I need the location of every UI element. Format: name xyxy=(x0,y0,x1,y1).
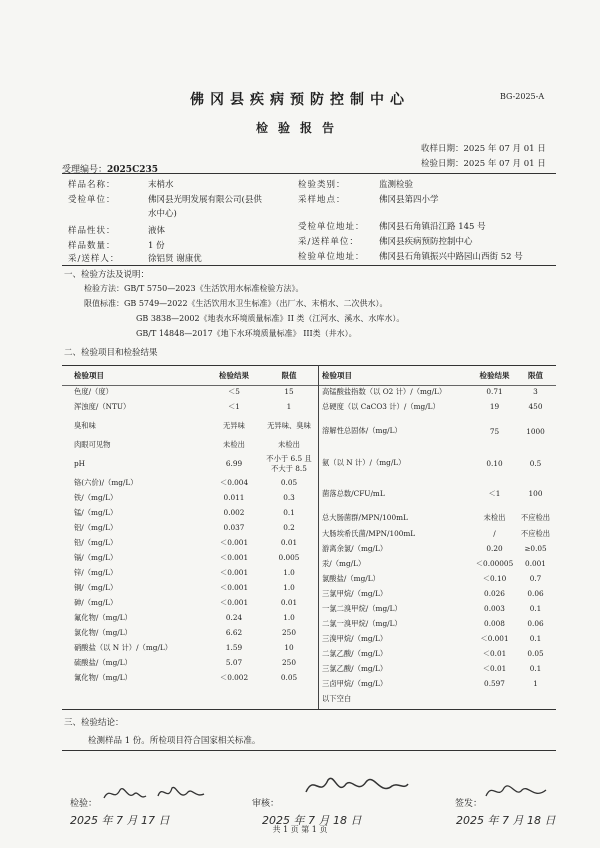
approve-label: 签发： xyxy=(455,799,483,809)
limit-standard-row xyxy=(84,298,388,309)
col-item-header-right: 检验项目 xyxy=(322,370,352,380)
cell-result: ＜0.001 xyxy=(219,567,249,577)
table-row xyxy=(322,541,554,556)
test-type: 监测检验 xyxy=(379,180,414,190)
col-limit-header-right: 限值 xyxy=(528,370,543,380)
table-row xyxy=(322,691,554,706)
table-row xyxy=(74,520,314,535)
cell-item: 铬(六价)/（mg/L） xyxy=(74,477,138,487)
conclusion-text: 检测样品 1 份。所检项目符合国家相关标准。 xyxy=(88,736,261,746)
cell-item: 总大肠菌群/MPN/100mL xyxy=(322,512,408,522)
col-item-header: 检验项目 xyxy=(74,370,104,380)
table-row xyxy=(74,625,314,640)
cell-item: 三氯甲烷/（mg/L） xyxy=(322,588,388,598)
cell-result: ＜0.01 xyxy=(482,663,507,673)
cell-item: 高锰酸盐指数（以 O2 计）/（mg/L） xyxy=(322,386,447,396)
cell-result: 0.003 xyxy=(484,604,505,613)
cell-limit: 0.005 xyxy=(278,553,300,562)
inspect-label: 检验： xyxy=(70,799,98,809)
cell-limit: 0.1 xyxy=(529,604,542,613)
cell-limit: 0.01 xyxy=(280,538,298,547)
cell-limit: 0.06 xyxy=(527,589,544,598)
table-row xyxy=(74,384,314,399)
cell-limit: 0.2 xyxy=(283,523,295,532)
table-row xyxy=(74,640,314,655)
header-rule xyxy=(62,173,556,174)
table-bottom-rule xyxy=(62,709,556,710)
table-row xyxy=(322,646,554,661)
cell-limit: 10 xyxy=(284,643,294,652)
cell-limit: 1 xyxy=(286,402,292,411)
table-row xyxy=(74,452,314,475)
cell-item: 色度/（度） xyxy=(74,386,113,396)
cell-result: ＜5 xyxy=(228,386,240,396)
sample-prop-label: 样品性状： xyxy=(68,226,116,236)
client-addr-label: 受检单位地址： xyxy=(298,222,365,232)
cell-item: 浑浊度/（NTU） xyxy=(74,401,131,411)
table-row xyxy=(322,526,554,541)
cell-limit: 1.0 xyxy=(283,613,295,622)
cell-result: 0.002 xyxy=(223,508,245,517)
table-row xyxy=(322,399,554,414)
sampling-site-label: 采样地点： xyxy=(298,195,346,205)
table-row xyxy=(74,414,314,437)
table-row xyxy=(322,601,554,616)
cell-item: 三卤甲烷/（mg/L） xyxy=(322,678,388,688)
client: 佛冈县光明发展有限公司(县供 xyxy=(148,195,262,205)
cell-result: 1.59 xyxy=(225,643,243,652)
cell-result: ＜0.001 xyxy=(219,582,249,592)
cell-limit: 3 xyxy=(533,387,538,396)
cell-item: 游离余氯/（mg/L） xyxy=(322,543,388,553)
table-row xyxy=(322,478,554,509)
table-row xyxy=(74,655,314,670)
sample-prop: 液体 xyxy=(148,226,166,236)
limit-standard-1: GB 5749—2022《生活饮用水卫生标准》（出厂水、末梢水、二次供水）。 xyxy=(124,299,388,308)
cell-item: 氯酸盐/（mg/L） xyxy=(322,573,380,583)
table-row xyxy=(322,661,554,676)
cell-result: ＜0.01 xyxy=(482,648,507,658)
cell-item: 砷/（mg/L） xyxy=(74,597,118,607)
table-row xyxy=(74,610,314,625)
table-row xyxy=(74,565,314,580)
cell-result: ＜0.002 xyxy=(219,672,249,682)
cell-limit: 0.05 xyxy=(280,478,298,487)
table-row xyxy=(322,616,554,631)
method-basis-label: 检验方法： xyxy=(84,284,124,293)
cell-result: 0.037 xyxy=(223,523,245,532)
cell-result: ＜0.001 xyxy=(480,633,509,643)
cell-item: 二氯一溴甲烷/（mg/L） xyxy=(322,618,402,628)
cell-result: 0.026 xyxy=(484,589,505,598)
cell-result: 75 xyxy=(489,426,500,436)
cell-limit: 不应检出 xyxy=(520,528,551,538)
cell-result: ＜0.001 xyxy=(219,537,249,547)
report-title: 检验报告 xyxy=(255,121,344,135)
cell-item: 三氯乙酸/（mg/L） xyxy=(322,663,388,673)
cell-result: 0.10 xyxy=(486,458,503,468)
org-title: 佛冈县疾病预防控制中心 xyxy=(190,92,410,108)
cell-item: 铝/（mg/L） xyxy=(74,522,118,532)
approve-date: 2025 年 7 月 18 日 xyxy=(456,814,556,827)
accept-number: 2025C235 xyxy=(107,165,159,175)
cell-item: 锰/（mg/L） xyxy=(74,507,118,517)
cell-limit: 0.1 xyxy=(529,634,542,643)
cell-limit: 250 xyxy=(282,658,296,667)
cell-result: 0.71 xyxy=(486,387,503,396)
conclusion-rule xyxy=(62,750,556,751)
cell-item: 二氯乙酸/（mg/L） xyxy=(322,648,388,658)
table-row xyxy=(322,676,554,691)
limit-standard-2: GB 3838—2002《地表水环境质量标准》II 类（江河水、溪水、水库水）。 xyxy=(136,314,405,323)
cell-result: ＜0.001 xyxy=(219,552,249,562)
cell-limit: 100 xyxy=(528,489,543,498)
cell-item: 氨（以 N 计）/（mg/L） xyxy=(322,458,406,467)
table-row xyxy=(322,414,554,448)
cell-limit: 250 xyxy=(282,628,296,637)
table-row xyxy=(74,535,314,550)
table-row xyxy=(322,509,554,526)
sampler-addr-label: 检验单位地址： xyxy=(298,252,365,262)
sample-qty-label: 样品数量： xyxy=(68,241,116,251)
cell-item: 大肠埃希氏菌/MPN/100mL xyxy=(322,528,416,538)
table-row xyxy=(322,631,554,646)
cell-limit: 0.05 xyxy=(527,649,544,658)
cell-limit: 0.05 xyxy=(280,673,298,682)
cell-result: 6.99 xyxy=(225,459,243,468)
sample-name-label: 样品名称： xyxy=(68,180,116,190)
accept-number-label: 受理编号： xyxy=(62,165,108,175)
cell-result: 无异味 xyxy=(223,420,245,430)
cell-limit: 无异味、臭味 xyxy=(267,420,311,430)
cell-limit: 不小于 6.5 且不大于 8.5 xyxy=(266,453,312,473)
method-basis-row xyxy=(84,283,304,294)
test-type-label: 检验类别： xyxy=(298,180,346,190)
table-divider xyxy=(318,365,319,709)
results-section-title: 二、检验项目和检验结果 xyxy=(64,348,158,358)
table-row xyxy=(74,550,314,565)
cell-item: 铜/（mg/L） xyxy=(74,582,118,592)
cell-item: 臭和味 xyxy=(74,420,96,430)
cell-limit: 15 xyxy=(284,387,294,396)
cell-item: 铁/（mg/L） xyxy=(74,492,118,502)
cell-limit: 0.001 xyxy=(525,559,546,568)
cell-result: 未检出 xyxy=(223,439,245,449)
cell-limit: 0.1 xyxy=(283,508,295,517)
limit-standard-label: 限值标准： xyxy=(84,299,124,308)
cell-result: ＜0.10 xyxy=(482,573,507,583)
cell-limit: 未检出 xyxy=(278,439,300,449)
sampler-unit-label: 采/送样单位： xyxy=(298,237,359,247)
cell-result xyxy=(472,691,517,706)
cell-result: ＜1 xyxy=(488,488,501,498)
cell-limit: 1 xyxy=(533,679,538,688)
table-row xyxy=(74,399,314,414)
cell-item: 肉眼可见物 xyxy=(74,439,111,449)
cell-item: 锌/（mg/L） xyxy=(74,567,118,577)
cell-limit: 0.06 xyxy=(527,619,544,628)
conclusion-section-title: 三、检验结论： xyxy=(64,718,124,728)
table-row xyxy=(74,437,314,452)
cell-result: 5.07 xyxy=(225,658,243,667)
cell-result: 0.20 xyxy=(486,544,503,553)
cell-result: 0.011 xyxy=(223,493,245,502)
table-row xyxy=(322,556,554,571)
table-row xyxy=(74,475,314,490)
cell-item: 氰化物/（mg/L） xyxy=(74,672,132,682)
review-signature xyxy=(300,770,410,802)
cell-limit: 1.0 xyxy=(283,583,295,592)
table-row xyxy=(74,670,314,685)
sampling-site: 佛冈县第四小学 xyxy=(379,195,439,205)
method-section-title: 一、检验方法及说明： xyxy=(64,270,150,280)
cell-item: 铅/（mg/L） xyxy=(74,537,118,547)
client-addr: 佛冈县石角镇沿江路 145 号 xyxy=(379,222,486,232)
sampler-addr: 佛冈县石角镇振兴中路园山西街 52 号 xyxy=(379,252,523,262)
review-date: 2025 年 7 月 18 日 xyxy=(262,814,362,827)
cell-item: pH xyxy=(74,459,86,468)
cell-item: 以下空白 xyxy=(322,693,352,703)
sample-qty: 1 份 xyxy=(148,241,165,251)
cell-result: 未检出 xyxy=(483,512,506,522)
sampler: 徐铝贤 谢康优 xyxy=(148,254,202,264)
col-limit-header: 限值 xyxy=(281,370,297,380)
col-result-header: 检验结果 xyxy=(219,370,249,380)
sampler-unit: 佛冈县疾病预防控制中心 xyxy=(379,237,473,247)
cell-result: 0.008 xyxy=(484,619,505,628)
table-row xyxy=(74,595,314,610)
client-cont: 水中心) xyxy=(148,209,177,219)
info-rule xyxy=(62,265,556,266)
cell-result: 0.24 xyxy=(225,613,243,622)
cell-item: 一氯二溴甲烷/（mg/L） xyxy=(322,603,402,613)
sample-name: 末梢水 xyxy=(148,180,174,190)
cell-limit: 0.3 xyxy=(283,493,295,502)
cell-result: 0.597 xyxy=(484,679,505,688)
cell-limit xyxy=(517,691,554,706)
received-date: 收样日期：2025 年 07 月 01 日 xyxy=(421,144,546,154)
table-row xyxy=(74,580,314,595)
table-row xyxy=(74,490,314,505)
cell-result: 6.62 xyxy=(225,628,243,637)
cell-item: 硝酸盐（以 N 计）/（mg/L） xyxy=(74,642,173,652)
table-row xyxy=(322,586,554,601)
cell-limit: 0.01 xyxy=(280,598,298,607)
cell-item: 菌落总数/CFU/mL xyxy=(322,488,385,498)
table-row xyxy=(74,505,314,520)
cell-limit: 1000 xyxy=(526,426,545,436)
cell-limit: 0.5 xyxy=(529,458,542,468)
method-basis: GB/T 5750—2023《生活饮用水标准检验方法》。 xyxy=(124,284,304,293)
cell-limit: 1.0 xyxy=(283,568,295,577)
results-table-right xyxy=(322,366,554,706)
cell-limit: 0.1 xyxy=(529,664,542,673)
cell-result: ＜1 xyxy=(228,401,240,411)
client-label: 受检单位： xyxy=(68,195,116,205)
cell-item: 溶解性总固体/（mg/L） xyxy=(322,426,402,435)
cell-limit: 不应检出 xyxy=(520,512,551,522)
review-label: 审核： xyxy=(252,799,280,809)
document-number: BG-2025-A xyxy=(500,92,545,101)
cell-item: 汞/（mg/L） xyxy=(322,558,366,568)
cell-result: ＜0.001 xyxy=(219,597,249,607)
inspect-date: 2025 年 7 月 17 日 xyxy=(70,814,170,827)
table-row xyxy=(322,448,554,478)
table-row xyxy=(322,571,554,586)
cell-item: 氟化物/（mg/L） xyxy=(74,612,132,622)
cell-item: 氯化物/（mg/L） xyxy=(74,627,132,637)
col-result-header-right: 检验结果 xyxy=(479,370,510,380)
cell-item: 总硬度（以 CaCO3 计）/（mg/L） xyxy=(322,401,440,411)
cell-limit: 450 xyxy=(528,402,543,411)
page-number: 共 1 页 第 1 页 xyxy=(272,825,328,834)
cell-limit: 0.7 xyxy=(529,574,542,583)
inspect-signature xyxy=(100,780,210,806)
cell-item: 硫酸盐/（mg/L） xyxy=(74,657,132,667)
cell-result: ＜0.004 xyxy=(219,477,249,487)
test-date: 检验日期：2025 年 07 月 01 日 xyxy=(421,159,546,169)
cell-item: 镉/（mg/L） xyxy=(74,552,118,562)
table-row xyxy=(322,384,554,399)
cell-item: 三溴甲烷/（mg/L） xyxy=(322,633,388,643)
approve-signature xyxy=(482,778,552,804)
sampler-label: 采/送样人： xyxy=(68,254,120,264)
limit-standard-3: GB/T 14848—2017《地下水环境质量标准》 III类（井水）。 xyxy=(136,329,357,338)
cell-result: ＜0.00005 xyxy=(475,558,514,568)
cell-result: / xyxy=(493,529,496,538)
results-table-left xyxy=(74,366,314,685)
cell-limit: ≥0.05 xyxy=(524,544,547,553)
cell-result: 19 xyxy=(489,402,500,411)
